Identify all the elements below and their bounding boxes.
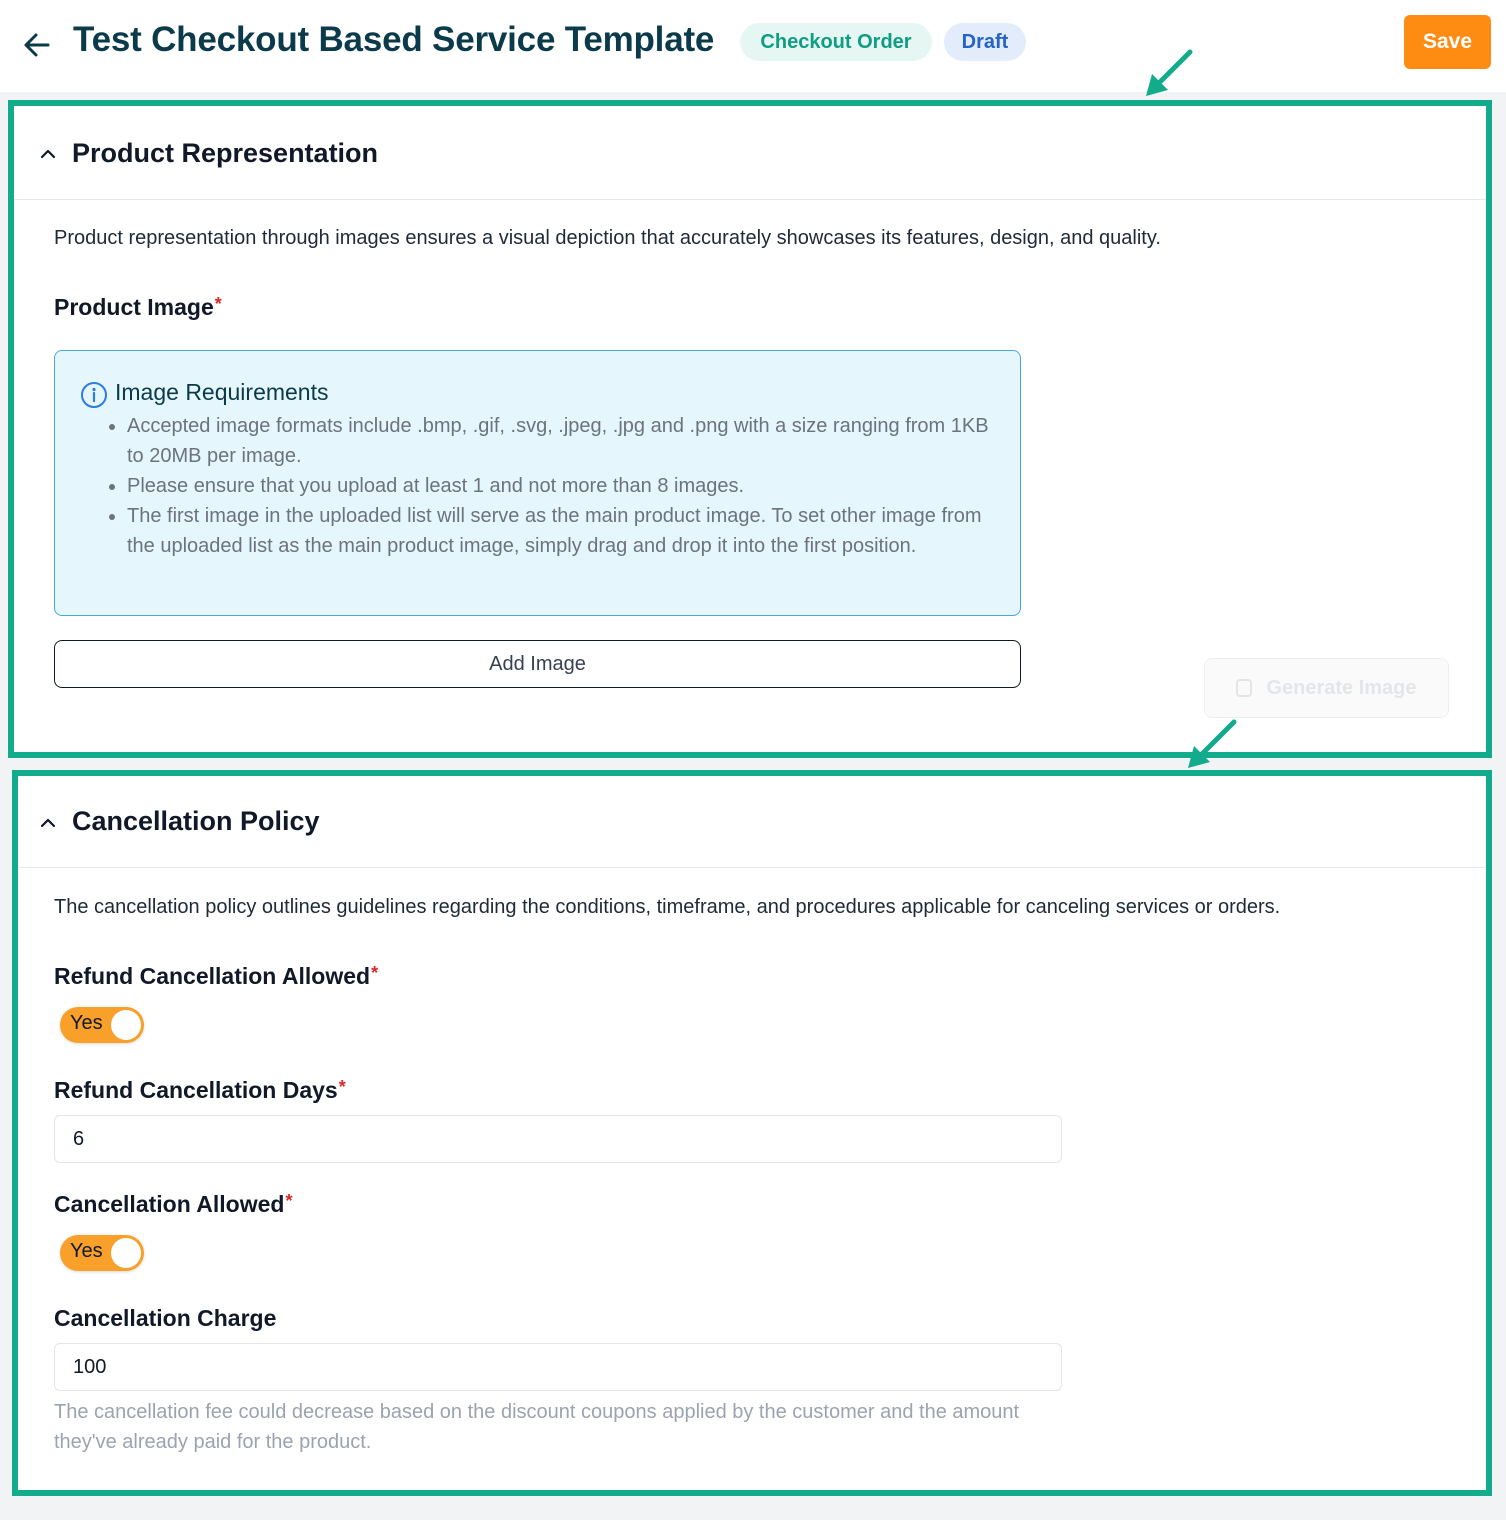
page-title: Test Checkout Based Service Template xyxy=(73,20,715,59)
section-title: Product Representation xyxy=(72,138,379,168)
required-asterisk: * xyxy=(214,294,222,314)
cancellation-charge-help-text: The cancellation fee could decrease based on the discount coupons applied by the customer and the amount they've already paid for the product. xyxy=(54,1401,1020,1453)
required-asterisk: * xyxy=(371,963,379,983)
info-icon xyxy=(80,381,108,409)
required-asterisk: * xyxy=(285,1191,293,1211)
cancellation-policy-header[interactable] xyxy=(18,776,1486,868)
requirements-list xyxy=(127,411,1007,561)
product-representation-description: Product representation through images ensures a visual depiction that accurately showcases its features, design, and quality. xyxy=(54,227,1161,249)
requirements-title: Image Requirements xyxy=(115,379,329,405)
product-image-label: Product Image* xyxy=(54,294,222,320)
toggle-knob xyxy=(111,1010,141,1040)
cancellation-policy-description: The cancellation policy outlines guidelines regarding the conditions, timeframe, and procedures applicable for canceling services or orders. xyxy=(54,896,1281,918)
cancellation-allowed-label: Cancellation Allowed* xyxy=(54,1191,293,1217)
cancellation-charge-label: Cancellation Charge xyxy=(54,1305,277,1331)
requirement-item: • Accepted image formats include .bmp, .gif, .svg, .jpeg, .jpg and .png with a size ranging from 1KB to 20MB per image. xyxy=(127,411,1007,471)
refund-cancellation-days-input[interactable] xyxy=(54,1115,1062,1163)
product-representation-header[interactable] xyxy=(14,106,1486,200)
annotation-arrow-icon xyxy=(1140,44,1200,104)
generate-image-button[interactable]: Generate Image xyxy=(1204,658,1449,718)
chevron-up-icon[interactable] xyxy=(40,149,56,159)
toggle-knob xyxy=(111,1238,141,1268)
add-image-button[interactable]: Add Image xyxy=(54,640,1021,688)
section-title: Cancellation Policy xyxy=(72,806,320,836)
refund-cancellation-days-label: Refund Cancellation Days* xyxy=(54,1077,346,1103)
toggle-label: Yes xyxy=(70,1240,103,1262)
annotation-arrow-icon xyxy=(1182,716,1242,776)
requirement-item: • The first image in the uploaded list will serve as the main product image. To set other image from the uploaded list as the main product image, simply drag and drop it into the first position. xyxy=(127,501,1007,561)
refund-cancellation-allowed-label: Refund Cancellation Allowed* xyxy=(54,963,379,989)
cancellation-charge-input[interactable] xyxy=(54,1343,1062,1391)
magic-image-icon xyxy=(1236,679,1252,697)
requirement-item: • Please ensure that you upload at least 1 and not more than 8 images. xyxy=(127,471,1007,501)
page-header xyxy=(0,0,1506,92)
checkout-order-badge: Checkout Order xyxy=(740,23,932,61)
image-requirements-box xyxy=(54,350,1021,616)
back-arrow-icon[interactable] xyxy=(20,28,54,62)
toggle-label: Yes xyxy=(70,1012,103,1034)
cancellation-allowed-toggle[interactable] xyxy=(60,1235,144,1271)
save-button[interactable]: Save xyxy=(1404,15,1491,69)
required-asterisk: * xyxy=(338,1077,346,1097)
draft-status-badge: Draft xyxy=(944,23,1026,61)
chevron-up-icon[interactable] xyxy=(40,818,56,828)
refund-cancellation-allowed-toggle[interactable] xyxy=(60,1007,144,1043)
